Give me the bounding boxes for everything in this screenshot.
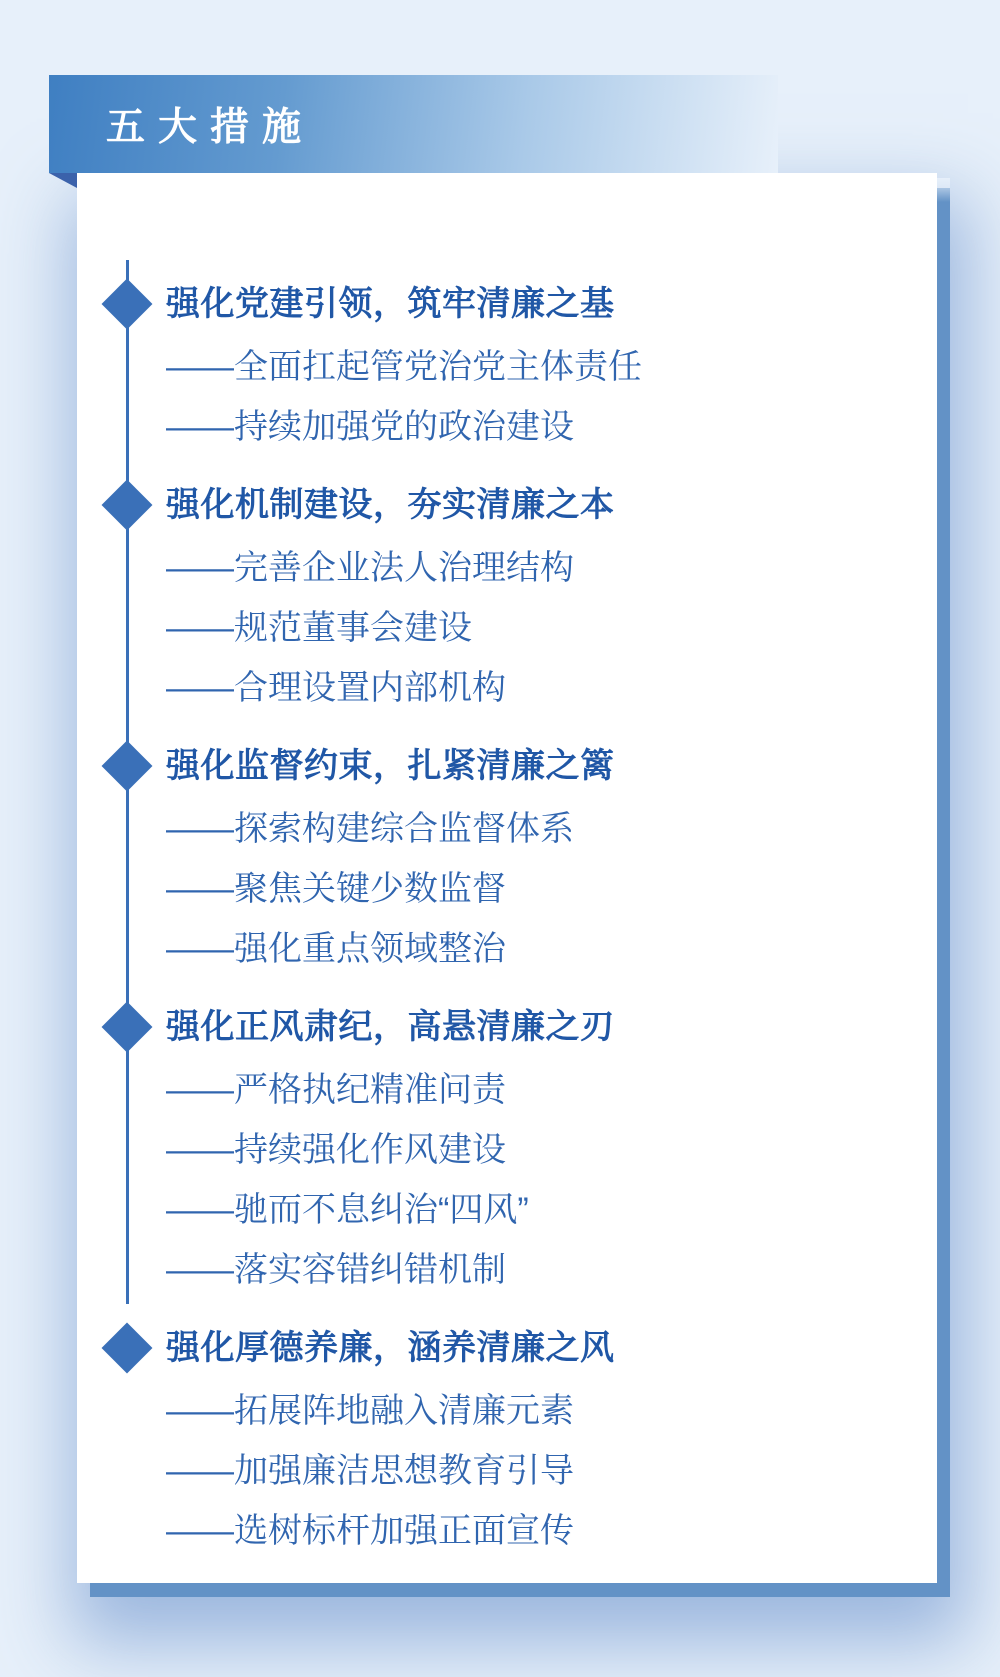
- measure-heading: [166, 488, 907, 522]
- measure-heading: [166, 1010, 907, 1044]
- measure-item: ——探索构建综合监督体系: [166, 810, 574, 848]
- title-banner: [49, 75, 778, 173]
- measure-heading: [166, 287, 907, 321]
- measure-item: ——完善企业法人治理结构: [166, 549, 574, 587]
- diamond-bullet-icon: [102, 741, 153, 792]
- measure-item: ——驰而不息纠治“四风”: [166, 1191, 529, 1229]
- diamond-bullet-icon: [102, 1323, 153, 1374]
- measure-heading-label: 强化正风肃纪，高悬清廉之刃: [166, 1008, 615, 1046]
- measure-item: ——落实容错纠错机制: [166, 1251, 506, 1289]
- measure-heading-label: 强化党建引领，筑牢清廉之基: [166, 285, 615, 323]
- measure-item-list: [166, 812, 907, 966]
- diamond-bullet-icon: [102, 279, 153, 330]
- content-card: [77, 173, 937, 1583]
- measure-item-list: [166, 1394, 907, 1548]
- measure-item: ——加强廉洁思想教育引导: [166, 1452, 574, 1490]
- measure-item-list: [166, 1073, 907, 1287]
- measure-heading-label: 强化机制建设，夯实清廉之本: [166, 486, 615, 524]
- measure-section: [166, 488, 907, 705]
- measure-heading-label: 强化厚德养廉，涵养清廉之风: [166, 1329, 615, 1367]
- measure-heading: [166, 1331, 907, 1365]
- measure-item: ——持续加强党的政治建设: [166, 408, 574, 446]
- measure-item: ——强化重点领域整治: [166, 930, 506, 968]
- measure-item-list: [166, 350, 907, 444]
- measure-item: ——全面扛起管党治党主体责任: [166, 348, 642, 386]
- measure-heading: [166, 749, 907, 783]
- banner-fold-icon: [49, 173, 77, 188]
- measure-item: ——严格执纪精准问责: [166, 1071, 506, 1109]
- diamond-bullet-icon: [102, 480, 153, 531]
- measure-section: [166, 287, 907, 444]
- measure-item: ——持续强化作风建设: [166, 1131, 506, 1169]
- measure-item-list: [166, 551, 907, 705]
- measure-item: ——拓展阵地融入清廉元素: [166, 1392, 574, 1430]
- measure-item: ——聚焦关键少数监督: [166, 870, 506, 908]
- measure-item: ——规范董事会建设: [166, 609, 472, 647]
- measure-item: ——选树标杆加强正面宣传: [166, 1512, 574, 1550]
- measure-item: ——合理设置内部机构: [166, 669, 506, 707]
- measure-heading-label: 强化监督约束，扎紧清廉之篱: [166, 747, 615, 785]
- measure-section: [166, 1010, 907, 1287]
- measure-section: [166, 749, 907, 966]
- diamond-bullet-icon: [102, 1002, 153, 1053]
- page-title: 五大措施: [106, 106, 315, 149]
- measure-section: [166, 1331, 907, 1548]
